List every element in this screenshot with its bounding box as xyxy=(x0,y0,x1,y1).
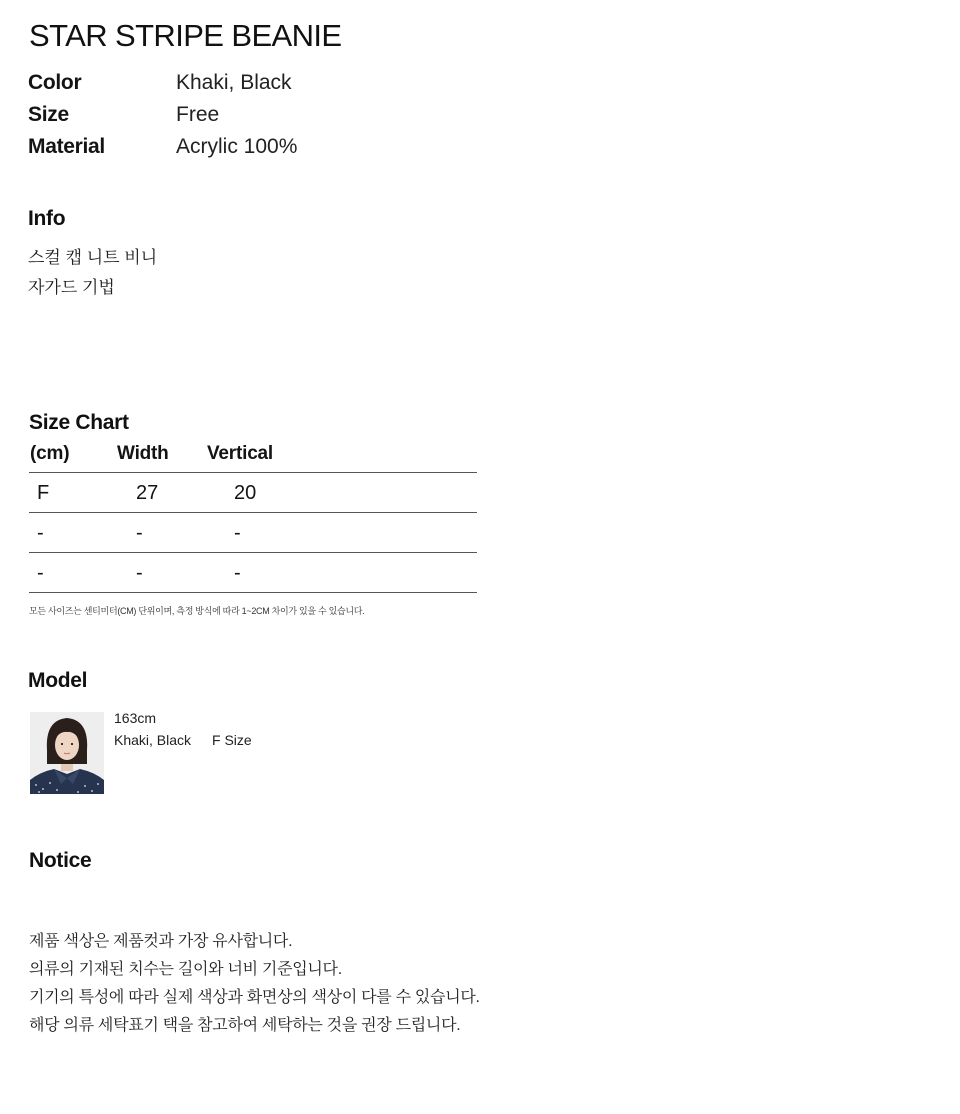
info-heading: Info xyxy=(28,207,66,230)
model-color: Khaki, Black xyxy=(114,732,192,748)
info-line: 자가드 기법 xyxy=(28,278,115,297)
column-header-unit: (cm) xyxy=(30,443,70,464)
spec-row-color xyxy=(28,69,528,97)
notice-line: 기기의 특성에 따라 실제 색상과 화면상의 색상이 다를 수 있습니다. xyxy=(29,989,480,1006)
spec-label: Material xyxy=(28,135,105,158)
model-photo xyxy=(30,712,104,794)
table-cell: 20 xyxy=(234,482,257,504)
model-heading: Model xyxy=(28,669,88,692)
model-height: 163cm xyxy=(114,710,157,726)
info-line: 스컬 캡 니트 비니 xyxy=(28,248,158,267)
column-header-vertical: Vertical xyxy=(207,443,274,464)
table-cell: 27 xyxy=(136,482,159,504)
size-chart-note: 모든 사이즈는 센티미터(CM) 단위이며, 측정 방식에 따라 1~2CM 차이가 있을 수 있습니다. xyxy=(29,606,365,616)
table-cell: - xyxy=(234,522,241,544)
table-row xyxy=(29,553,477,593)
spec-label: Size xyxy=(28,103,69,126)
table-cell: - xyxy=(136,522,143,544)
notice-line: 제품 색상은 제품컷과 가장 유사합니다. xyxy=(29,933,293,950)
column-header-width: Width xyxy=(117,443,169,464)
spec-value: Acrylic 100% xyxy=(176,135,298,158)
spec-label: Color xyxy=(28,71,82,94)
spec-value: Khaki, Black xyxy=(176,71,292,94)
notice-heading: Notice xyxy=(29,849,92,872)
model-size: F Size xyxy=(212,732,252,748)
table-cell: - xyxy=(136,562,143,584)
table-cell: - xyxy=(234,562,241,584)
table-cell: - xyxy=(37,522,44,544)
notice-line: 의류의 기재된 치수는 길이와 너비 기준입니다. xyxy=(29,961,342,978)
spec-value: Free xyxy=(176,103,220,126)
table-row xyxy=(29,473,477,513)
size-chart-heading: Size Chart xyxy=(29,411,129,434)
spec-row-material xyxy=(28,133,528,161)
table-row xyxy=(29,513,477,553)
table-cell: F xyxy=(37,482,50,504)
spec-row-size xyxy=(28,101,528,129)
table-header xyxy=(29,440,477,473)
size-chart-table xyxy=(29,440,477,593)
product-title: STAR STRIPE BEANIE xyxy=(29,18,342,53)
notice-line: 해당 의류 세탁표기 택을 참고하여 세탁하는 것을 권장 드립니다. xyxy=(29,1017,461,1034)
table-cell: - xyxy=(37,562,44,584)
